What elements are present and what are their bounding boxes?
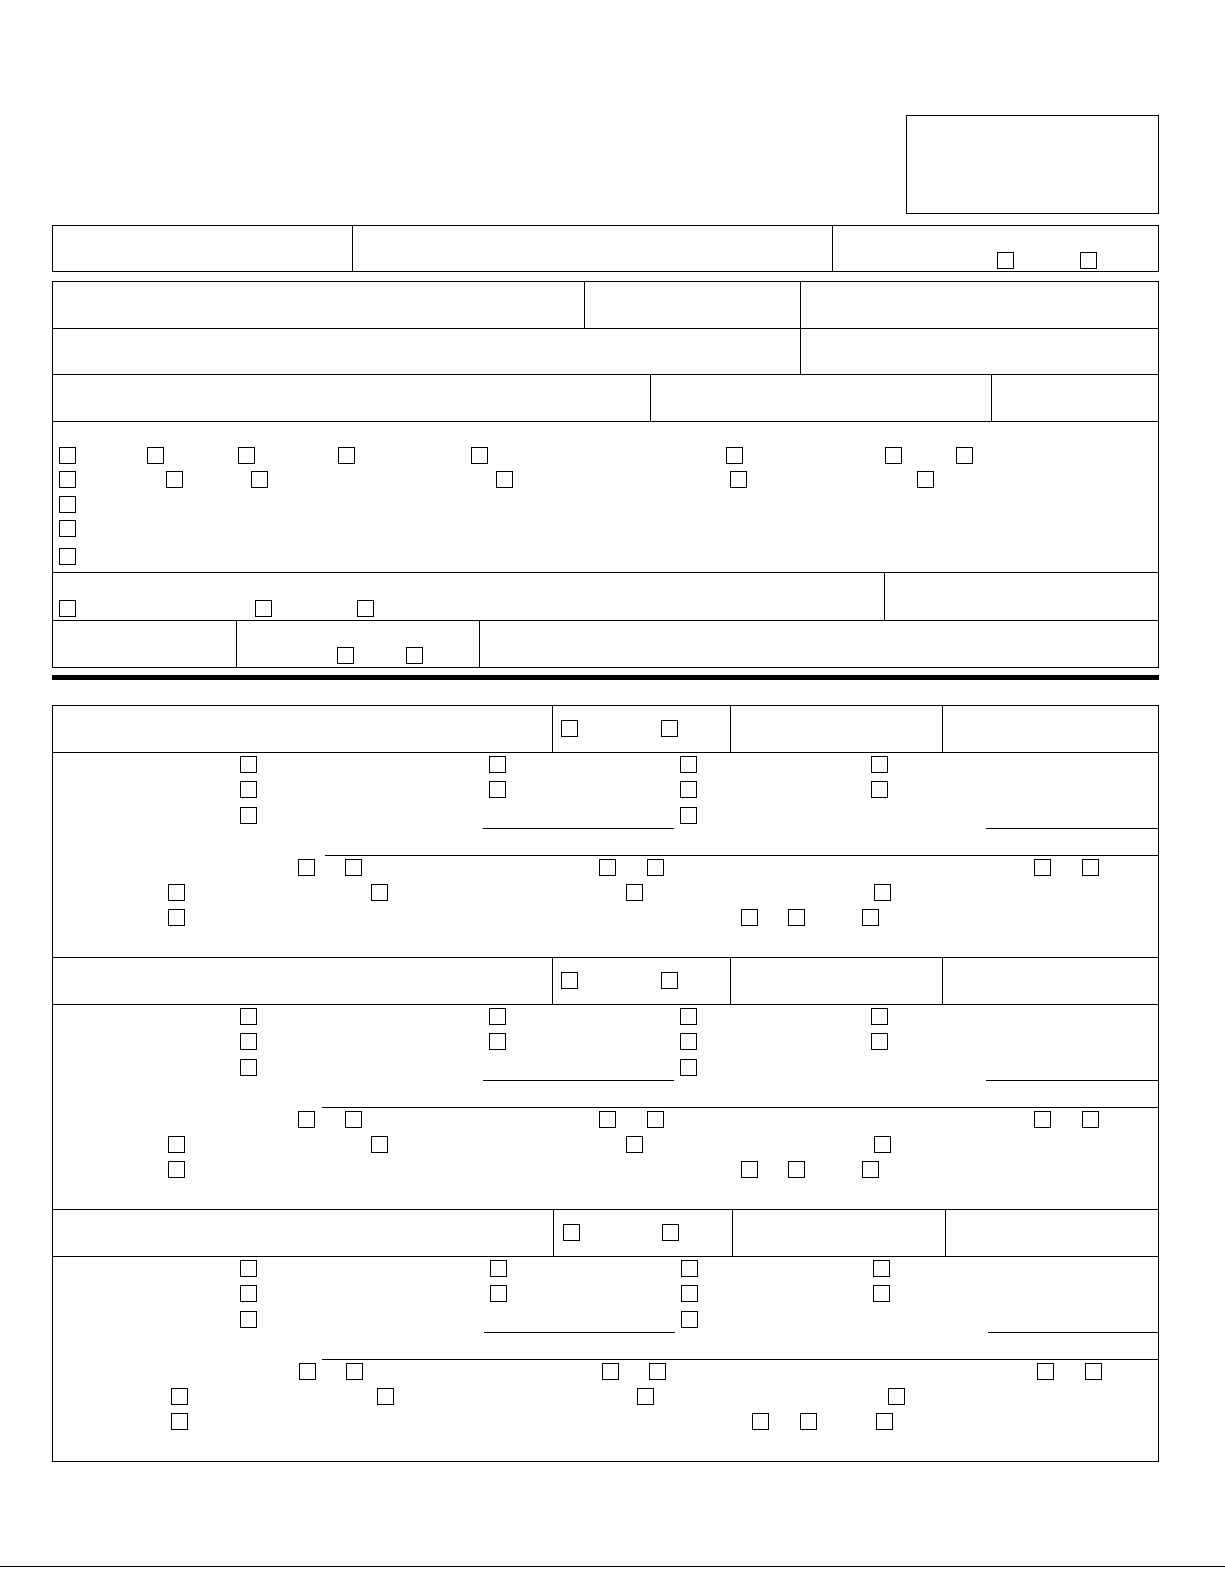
entry-checkbox[interactable]: [489, 1033, 506, 1050]
entry-checkbox[interactable]: [1082, 859, 1099, 876]
entry-underline-c[interactable]: [322, 1359, 1159, 1360]
entry-checkbox[interactable]: [862, 909, 879, 926]
entry-checkbox[interactable]: [637, 1388, 654, 1405]
entry-checkbox[interactable]: [377, 1388, 394, 1405]
entry-checkbox[interactable]: [871, 781, 888, 798]
entry-checkbox[interactable]: [171, 1413, 188, 1430]
row1-checkbox-2[interactable]: [1080, 252, 1097, 269]
applicant-row-1: [52, 225, 1159, 272]
entry-underline-a[interactable]: [483, 828, 674, 829]
entry-checkbox[interactable]: [647, 1111, 664, 1128]
option-checkbox[interactable]: [730, 471, 747, 488]
entry-checkbox[interactable]: [752, 1413, 769, 1430]
row6-checkbox-2[interactable]: [255, 600, 272, 617]
option-checkbox[interactable]: [885, 447, 902, 464]
entry-underline-c[interactable]: [322, 1107, 1159, 1108]
entry-checkbox[interactable]: [649, 1363, 666, 1380]
entry-checkbox[interactable]: [626, 884, 643, 901]
entry-checkbox[interactable]: [871, 1008, 888, 1025]
option-checkbox[interactable]: [59, 447, 76, 464]
entry-underline-a[interactable]: [483, 1080, 674, 1081]
entry-checkbox[interactable]: [874, 884, 891, 901]
entry-checkbox[interactable]: [800, 1413, 817, 1430]
entry-checkbox[interactable]: [240, 1033, 257, 1050]
office-use-box: [906, 115, 1159, 214]
entry-checkbox[interactable]: [240, 807, 257, 824]
entry-checkbox[interactable]: [1034, 1111, 1051, 1128]
entry-checkbox[interactable]: [602, 1363, 619, 1380]
entry-checkbox[interactable]: [680, 1033, 697, 1050]
entry-checkbox[interactable]: [298, 859, 315, 876]
entry-checkbox[interactable]: [741, 1161, 758, 1178]
entry-checkbox[interactable]: [788, 909, 805, 926]
row6-checkbox-3[interactable]: [357, 600, 374, 617]
entry-checkbox[interactable]: [1082, 1111, 1099, 1128]
entry-underline-a[interactable]: [484, 1332, 675, 1333]
entry-checkbox[interactable]: [874, 1136, 891, 1153]
entry-checkbox[interactable]: [240, 1311, 257, 1328]
entry-checkbox[interactable]: [489, 781, 506, 798]
entry-header-checkbox[interactable]: [561, 720, 578, 737]
entry-checkbox[interactable]: [345, 1111, 362, 1128]
option-checkbox[interactable]: [471, 447, 488, 464]
entry-checkbox[interactable]: [240, 781, 257, 798]
option-checkbox[interactable]: [59, 548, 76, 565]
entry-checkbox[interactable]: [371, 1136, 388, 1153]
entry-checkbox[interactable]: [489, 1008, 506, 1025]
entry-underline-c[interactable]: [325, 855, 1159, 856]
applicant-block: [52, 281, 1159, 668]
entry-checkbox[interactable]: [680, 1059, 697, 1076]
option-checkbox[interactable]: [496, 471, 513, 488]
entry-checkbox[interactable]: [171, 1388, 188, 1405]
entry-checkbox[interactable]: [489, 756, 506, 773]
entries-block: [52, 705, 1159, 1462]
entry-checkbox[interactable]: [1085, 1363, 1102, 1380]
entry-checkbox[interactable]: [647, 859, 664, 876]
option-checkbox[interactable]: [238, 447, 255, 464]
entry-checkbox[interactable]: [371, 884, 388, 901]
entry-checkbox[interactable]: [299, 1363, 316, 1380]
entry-checkbox[interactable]: [680, 807, 697, 824]
option-checkbox[interactable]: [726, 447, 743, 464]
entry-underline-b[interactable]: [986, 1080, 1159, 1081]
entry-checkbox[interactable]: [168, 909, 185, 926]
option-checkbox[interactable]: [251, 471, 268, 488]
entry-checkbox[interactable]: [240, 1285, 257, 1302]
entry-checkbox[interactable]: [1037, 1363, 1054, 1380]
entry-checkbox[interactable]: [490, 1260, 507, 1277]
section-separator: [52, 675, 1159, 680]
option-checkbox[interactable]: [59, 520, 76, 537]
entry-checkbox[interactable]: [168, 884, 185, 901]
entry-header-checkbox[interactable]: [563, 1224, 580, 1241]
option-checkbox[interactable]: [166, 471, 183, 488]
entry-checkbox[interactable]: [240, 1008, 257, 1025]
entry-checkbox[interactable]: [240, 1260, 257, 1277]
entry-checkbox[interactable]: [871, 1033, 888, 1050]
entry-checkbox[interactable]: [680, 756, 697, 773]
option-checkbox[interactable]: [917, 471, 934, 488]
entry-header-checkbox[interactable]: [561, 972, 578, 989]
entry-checkbox[interactable]: [680, 1008, 697, 1025]
entry-checkbox[interactable]: [680, 781, 697, 798]
entry-checkbox[interactable]: [681, 1311, 698, 1328]
entry-checkbox[interactable]: [871, 756, 888, 773]
entry-checkbox[interactable]: [626, 1136, 643, 1153]
entry-checkbox[interactable]: [862, 1161, 879, 1178]
entry-header-checkbox[interactable]: [662, 1224, 679, 1241]
entry-checkbox[interactable]: [876, 1413, 893, 1430]
entry-checkbox[interactable]: [681, 1285, 698, 1302]
entry-checkbox[interactable]: [490, 1285, 507, 1302]
page-bottom-edge: [0, 1566, 1225, 1567]
row7-checkbox-2[interactable]: [406, 647, 423, 664]
row6-checkbox-1[interactable]: [59, 600, 76, 617]
entry-checkbox[interactable]: [599, 1111, 616, 1128]
entry-checkbox[interactable]: [346, 1363, 363, 1380]
option-checkbox[interactable]: [956, 447, 973, 464]
entry-checkbox[interactable]: [741, 909, 758, 926]
entry-checkbox[interactable]: [240, 756, 257, 773]
option-checkbox[interactable]: [59, 496, 76, 513]
row1-checkbox-1[interactable]: [997, 252, 1014, 269]
entry-checkbox[interactable]: [298, 1111, 315, 1128]
entry-underline-b[interactable]: [986, 828, 1159, 829]
entry-checkbox[interactable]: [873, 1285, 890, 1302]
entry-checkbox[interactable]: [681, 1260, 698, 1277]
option-checkbox[interactable]: [338, 447, 355, 464]
entry-header-checkbox[interactable]: [661, 720, 678, 737]
entry-checkbox[interactable]: [345, 859, 362, 876]
option-checkbox[interactable]: [147, 447, 164, 464]
row7-checkbox-1[interactable]: [337, 647, 354, 664]
entry-header-checkbox[interactable]: [661, 972, 678, 989]
entry-checkbox[interactable]: [599, 859, 616, 876]
option-checkbox[interactable]: [59, 471, 76, 488]
entry-checkbox[interactable]: [788, 1161, 805, 1178]
entry-checkbox[interactable]: [1034, 859, 1051, 876]
entry-checkbox[interactable]: [873, 1260, 890, 1277]
entry-checkbox[interactable]: [168, 1161, 185, 1178]
entry-checkbox[interactable]: [168, 1136, 185, 1153]
entry-underline-b[interactable]: [988, 1332, 1159, 1333]
entry-checkbox[interactable]: [240, 1059, 257, 1076]
entry-checkbox[interactable]: [888, 1388, 905, 1405]
